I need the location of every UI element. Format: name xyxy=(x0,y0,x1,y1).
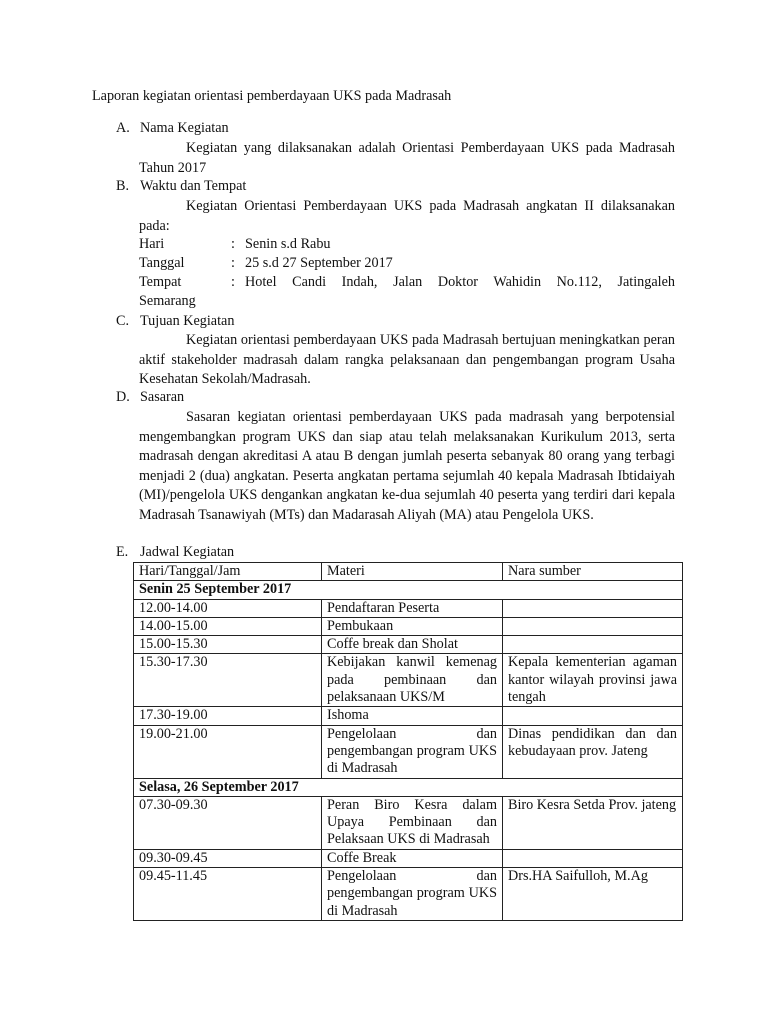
table-row xyxy=(134,654,683,707)
detail-value: Hotel Candi Indah, Jalan Doktor Wahidin No.112, Jatingaleh xyxy=(245,274,675,290)
cell-time: 12.00-14.00 xyxy=(134,599,322,617)
section-title: Nama Kegiatan xyxy=(140,120,229,136)
cell-nara: Drs.HA Saifulloh, M.Ag xyxy=(503,868,683,921)
section-letter: B. xyxy=(116,178,130,194)
section-a-text: Kegiatan yang dilaksanakan adalah Orientasi Pemberdayaan UKS pada Madrasah Tahun 2017 xyxy=(139,140,675,176)
cell-materi: Pengelolaan dan pengembangan program UKS di Madrasah xyxy=(322,868,503,921)
day-label: Selasa, 26 September 2017 xyxy=(134,778,683,796)
column-header-nara: Nara sumber xyxy=(503,563,683,581)
cell-time: 14.00-15.00 xyxy=(134,617,322,635)
schedule-table xyxy=(133,562,683,921)
section-b-text: Kegiatan Orientasi Pemberdayaan UKS pada Madrasah angkatan II dilaksanakan pada: xyxy=(139,198,675,234)
cell-time: 07.30-09.30 xyxy=(134,796,322,849)
cell-materi: Ishoma xyxy=(322,707,503,725)
day-label: Senin 25 September 2017 xyxy=(134,581,683,599)
section-letter: E. xyxy=(116,544,129,560)
detail-value: 25 s.d 27 September 2017 xyxy=(245,255,393,271)
column-header-materi: Materi xyxy=(322,563,503,581)
cell-materi: Coffe Break xyxy=(322,849,503,867)
day-row xyxy=(134,778,683,796)
table-row xyxy=(134,617,683,635)
table-row xyxy=(134,849,683,867)
detail-label: Tempat xyxy=(139,274,182,290)
cell-time: 15.30-17.30 xyxy=(134,654,322,707)
cell-nara: Dinas pendidikan dan dan kebudayaan prov. Jateng xyxy=(503,725,683,778)
section-title: Jadwal Kegiatan xyxy=(140,544,235,560)
table-row xyxy=(134,725,683,778)
cell-nara xyxy=(503,707,683,725)
detail-colon: : xyxy=(231,236,235,252)
cell-materi: Peran Biro Kesra dalam Upaya Pembinaan dan Pelaksaan UKS di Madrasah xyxy=(322,796,503,849)
section-title: Sasaran xyxy=(140,389,185,405)
cell-nara xyxy=(503,617,683,635)
cell-time: 19.00-21.00 xyxy=(134,725,322,778)
section-letter: A. xyxy=(116,120,130,136)
cell-time: 09.45-11.45 xyxy=(134,868,322,921)
section-d-text: Sasaran kegiatan orientasi pemberdayaan UKS pada madrasah yang berpotensial mengembangkan program UKS dan siap atau telah melaksanakan Kurikulum 2013, serta madrasah dengan akreditasi A atau B dengan jumlah peserta sebanyak 80 orang yang terbagi menjadi 2 (dua) angkatan. Peserta angkatan pertama sejumlah 40 kepala Madrasah Ibtidaiyah (MI)/pengelola UKS dengankan angkatan ke-dua sejumlah 40 peserta yang terdiri dari kepala Madrasah Tsanawiyah (MTs) dan Madarasah Aliyah (MA) atau Pengelola UKS. xyxy=(139,409,675,523)
detail-colon: : xyxy=(231,255,235,271)
cell-nara xyxy=(503,599,683,617)
section-title: Tujuan Kegiatan xyxy=(140,313,235,329)
cell-nara: Biro Kesra Setda Prov. jateng xyxy=(503,796,683,849)
detail-value-continued: Semarang xyxy=(139,293,196,309)
section-letter: D. xyxy=(116,389,130,405)
document-title: Laporan kegiatan orientasi pemberdayaan UKS pada Madrasah xyxy=(92,88,452,104)
detail-label: Hari xyxy=(139,236,165,252)
table-row xyxy=(134,707,683,725)
cell-time: 15.00-15.30 xyxy=(134,636,322,654)
cell-nara: Kepala kementerian agaman kantor wilayah provinsi jawa tengah xyxy=(503,654,683,707)
section-c-text: Kegiatan orientasi pemberdayaan UKS pada Madrasah bertujuan meningkatkan peran aktif stakeholder madrasah dalam rangka pelaksanaan dan pengembangan program Usaha Kesehatan Sekolah/Madrasah. xyxy=(139,332,675,387)
cell-nara xyxy=(503,636,683,654)
cell-materi: Pembukaan xyxy=(322,617,503,635)
table-row xyxy=(134,636,683,654)
table-row xyxy=(134,868,683,921)
cell-materi: Pendaftaran Peserta xyxy=(322,599,503,617)
cell-materi: Pengelolaan dan pengembangan program UKS di Madrasah xyxy=(322,725,503,778)
section-letter: C. xyxy=(116,313,130,329)
table-header-row xyxy=(134,563,683,581)
table-row xyxy=(134,599,683,617)
section-title: Waktu dan Tempat xyxy=(140,178,247,194)
cell-time: 09.30-09.45 xyxy=(134,849,322,867)
detail-label: Tanggal xyxy=(139,255,185,271)
table-row xyxy=(134,796,683,849)
detail-value: Senin s.d Rabu xyxy=(245,236,331,252)
cell-materi: Kebijakan kanwil kemenag pada pembinaan dan pelaksanaan UKS/M xyxy=(322,654,503,707)
cell-materi: Coffe break dan Sholat xyxy=(322,636,503,654)
day-row xyxy=(134,581,683,599)
cell-time: 17.30-19.00 xyxy=(134,707,322,725)
column-header-time: Hari/Tanggal/Jam xyxy=(134,563,322,581)
detail-colon: : xyxy=(231,274,235,290)
cell-nara xyxy=(503,849,683,867)
